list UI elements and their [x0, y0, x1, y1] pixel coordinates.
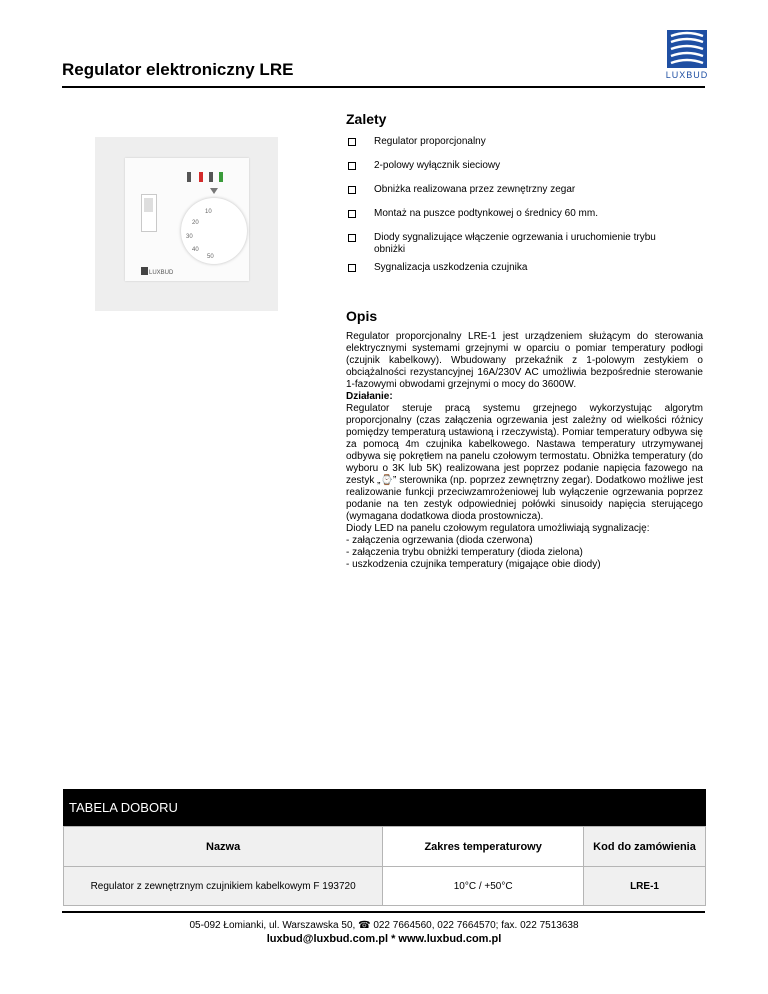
list-item: Diody sygnalizujące włączenie ogrzewania i uruchomienie trybu obniżki: [348, 232, 674, 256]
list-item: - uszkodzenia czujnika temperatury (migające obie diody): [346, 559, 601, 570]
dial-label: 30: [186, 234, 193, 240]
zalety-list: [348, 136, 708, 274]
opis-paragraph: Regulator steruje pracą systemu grzejnego wykorzystując algorytm proporcjonalny (czas załączenia ogrzewania jest zależny od wielkości różnicy pomiędzy temperaturą ustawioną i rzeczywistą). Pomiar temperatury odbywa się za pomocą 4m czujnika kabelkowego. Nastawa temperatury utrzymywanej odbywa się pokrętłem na panelu czołowym termostatu. Obniżka temperatury (do wyboru o 3K lub 5K) realizowana jest poprzez podanie napięcia fazowego na zestyk „⌚” sterownika (np. poprzez zewnętrzny zegar). Dodatkowo możliwe jest realizowanie funkcji przeciwzamrożeniowej lub wyłączenie ogrzewania poprzez podanie na ten zestyk odpowiedniej połówki sinusoidy napięcia sterującego (wymagana dodatkowa dioda prostownicza).: [346, 403, 703, 522]
selection-table: [63, 789, 706, 906]
led-symbol-icon: [187, 172, 191, 182]
dial-marker-icon: [210, 188, 218, 194]
table-cell: 10°C / +50°C: [383, 867, 584, 906]
column-header: Kod do zamówienia: [584, 827, 706, 867]
table-row: [64, 867, 706, 906]
table: [63, 826, 706, 906]
opis-paragraph: Diody LED na panelu czołowym regulatora umożliwiają sygnalizację:: [346, 523, 650, 534]
luxbud-logo: [667, 30, 707, 80]
opis-paragraph: Regulator proporcjonalny LRE-1 jest urządzeniem służącym do sterowania elektrycznymi systemami grzejnymi w oparciu o pomiar temperatury podłogi (czujnik kabelkowy). Wbudowany przekaźnik z 1-polowym zestykiem o obciążalności rezystancyjnej 16A/230V AC umożliwia bezpośrednie sterowanie 1-fazowymi obwodami grzejnymi o mocy do 3600W.: [346, 331, 703, 390]
dzialanie-label: Działanie:: [346, 391, 393, 402]
list-item: Montaż na puszce podtynkowej o średnicy 60 mm.: [348, 208, 708, 220]
table-title: TABELA DOBORU: [63, 789, 706, 826]
list-item: - załączenia trybu obniżki temperatury (dioda zielona): [346, 547, 583, 558]
page-title: Regulator elektroniczny LRE: [62, 60, 294, 79]
led-red-icon: [199, 172, 203, 182]
led-indicators: [183, 172, 225, 182]
opis-heading: Opis: [346, 308, 378, 324]
checkbox-bullet-icon: [348, 138, 356, 146]
product-photo: [95, 137, 278, 311]
device-logo-text: LUXBUD: [149, 270, 174, 276]
dial-label: 50: [207, 254, 214, 260]
checkbox-bullet-icon: [348, 162, 356, 170]
list-item: - załączenia ogrzewania (dioda czerwona): [346, 535, 533, 546]
thermostat-device: [125, 158, 249, 281]
logo-text: LUXBUD: [665, 70, 709, 80]
header-divider: [62, 86, 705, 88]
footer-divider: [62, 911, 705, 913]
checkbox-bullet-icon: [348, 264, 356, 272]
temperature-dial: [181, 198, 247, 264]
zalety-heading: Zalety: [346, 111, 387, 127]
list-item: Sygnalizacja uszkodzenia czujnika: [348, 262, 708, 274]
dial-label: 10: [205, 209, 212, 215]
list-item: 2-polowy wyłącznik sieciowy: [348, 160, 708, 172]
table-header-row: [64, 827, 706, 867]
checkbox-bullet-icon: [348, 234, 356, 242]
list-item: Obniżka realizowana przez zewnętrzny zegar: [348, 184, 708, 196]
column-header: Nazwa: [64, 827, 383, 867]
device-logo: [141, 262, 174, 276]
opis-body: [346, 331, 703, 571]
dial-label: 40: [192, 247, 199, 253]
footer-address: 05-092 Łomianki, ul. Warszawska 50, ☎ 022 7664560, 022 7664570; fax. 022 7513638: [189, 920, 579, 931]
footer-contact: luxbud@luxbud.com.pl * www.luxbud.com.pl: [266, 933, 502, 945]
checkbox-bullet-icon: [348, 210, 356, 218]
list-item: Regulator proporcjonalny: [348, 136, 708, 148]
table-cell: Regulator z zewnętrznym czujnikiem kabelkowym F 193720: [64, 867, 383, 906]
checkbox-bullet-icon: [348, 186, 356, 194]
led-symbol-icon: [209, 172, 213, 182]
switch-knob: [144, 198, 153, 212]
table-cell: LRE-1: [584, 867, 706, 906]
power-switch: [141, 194, 157, 232]
dial-label: 20: [192, 220, 199, 226]
column-header: Zakres temperaturowy: [383, 827, 584, 867]
logo-mark-icon: [667, 30, 707, 68]
led-green-icon: [219, 172, 223, 182]
